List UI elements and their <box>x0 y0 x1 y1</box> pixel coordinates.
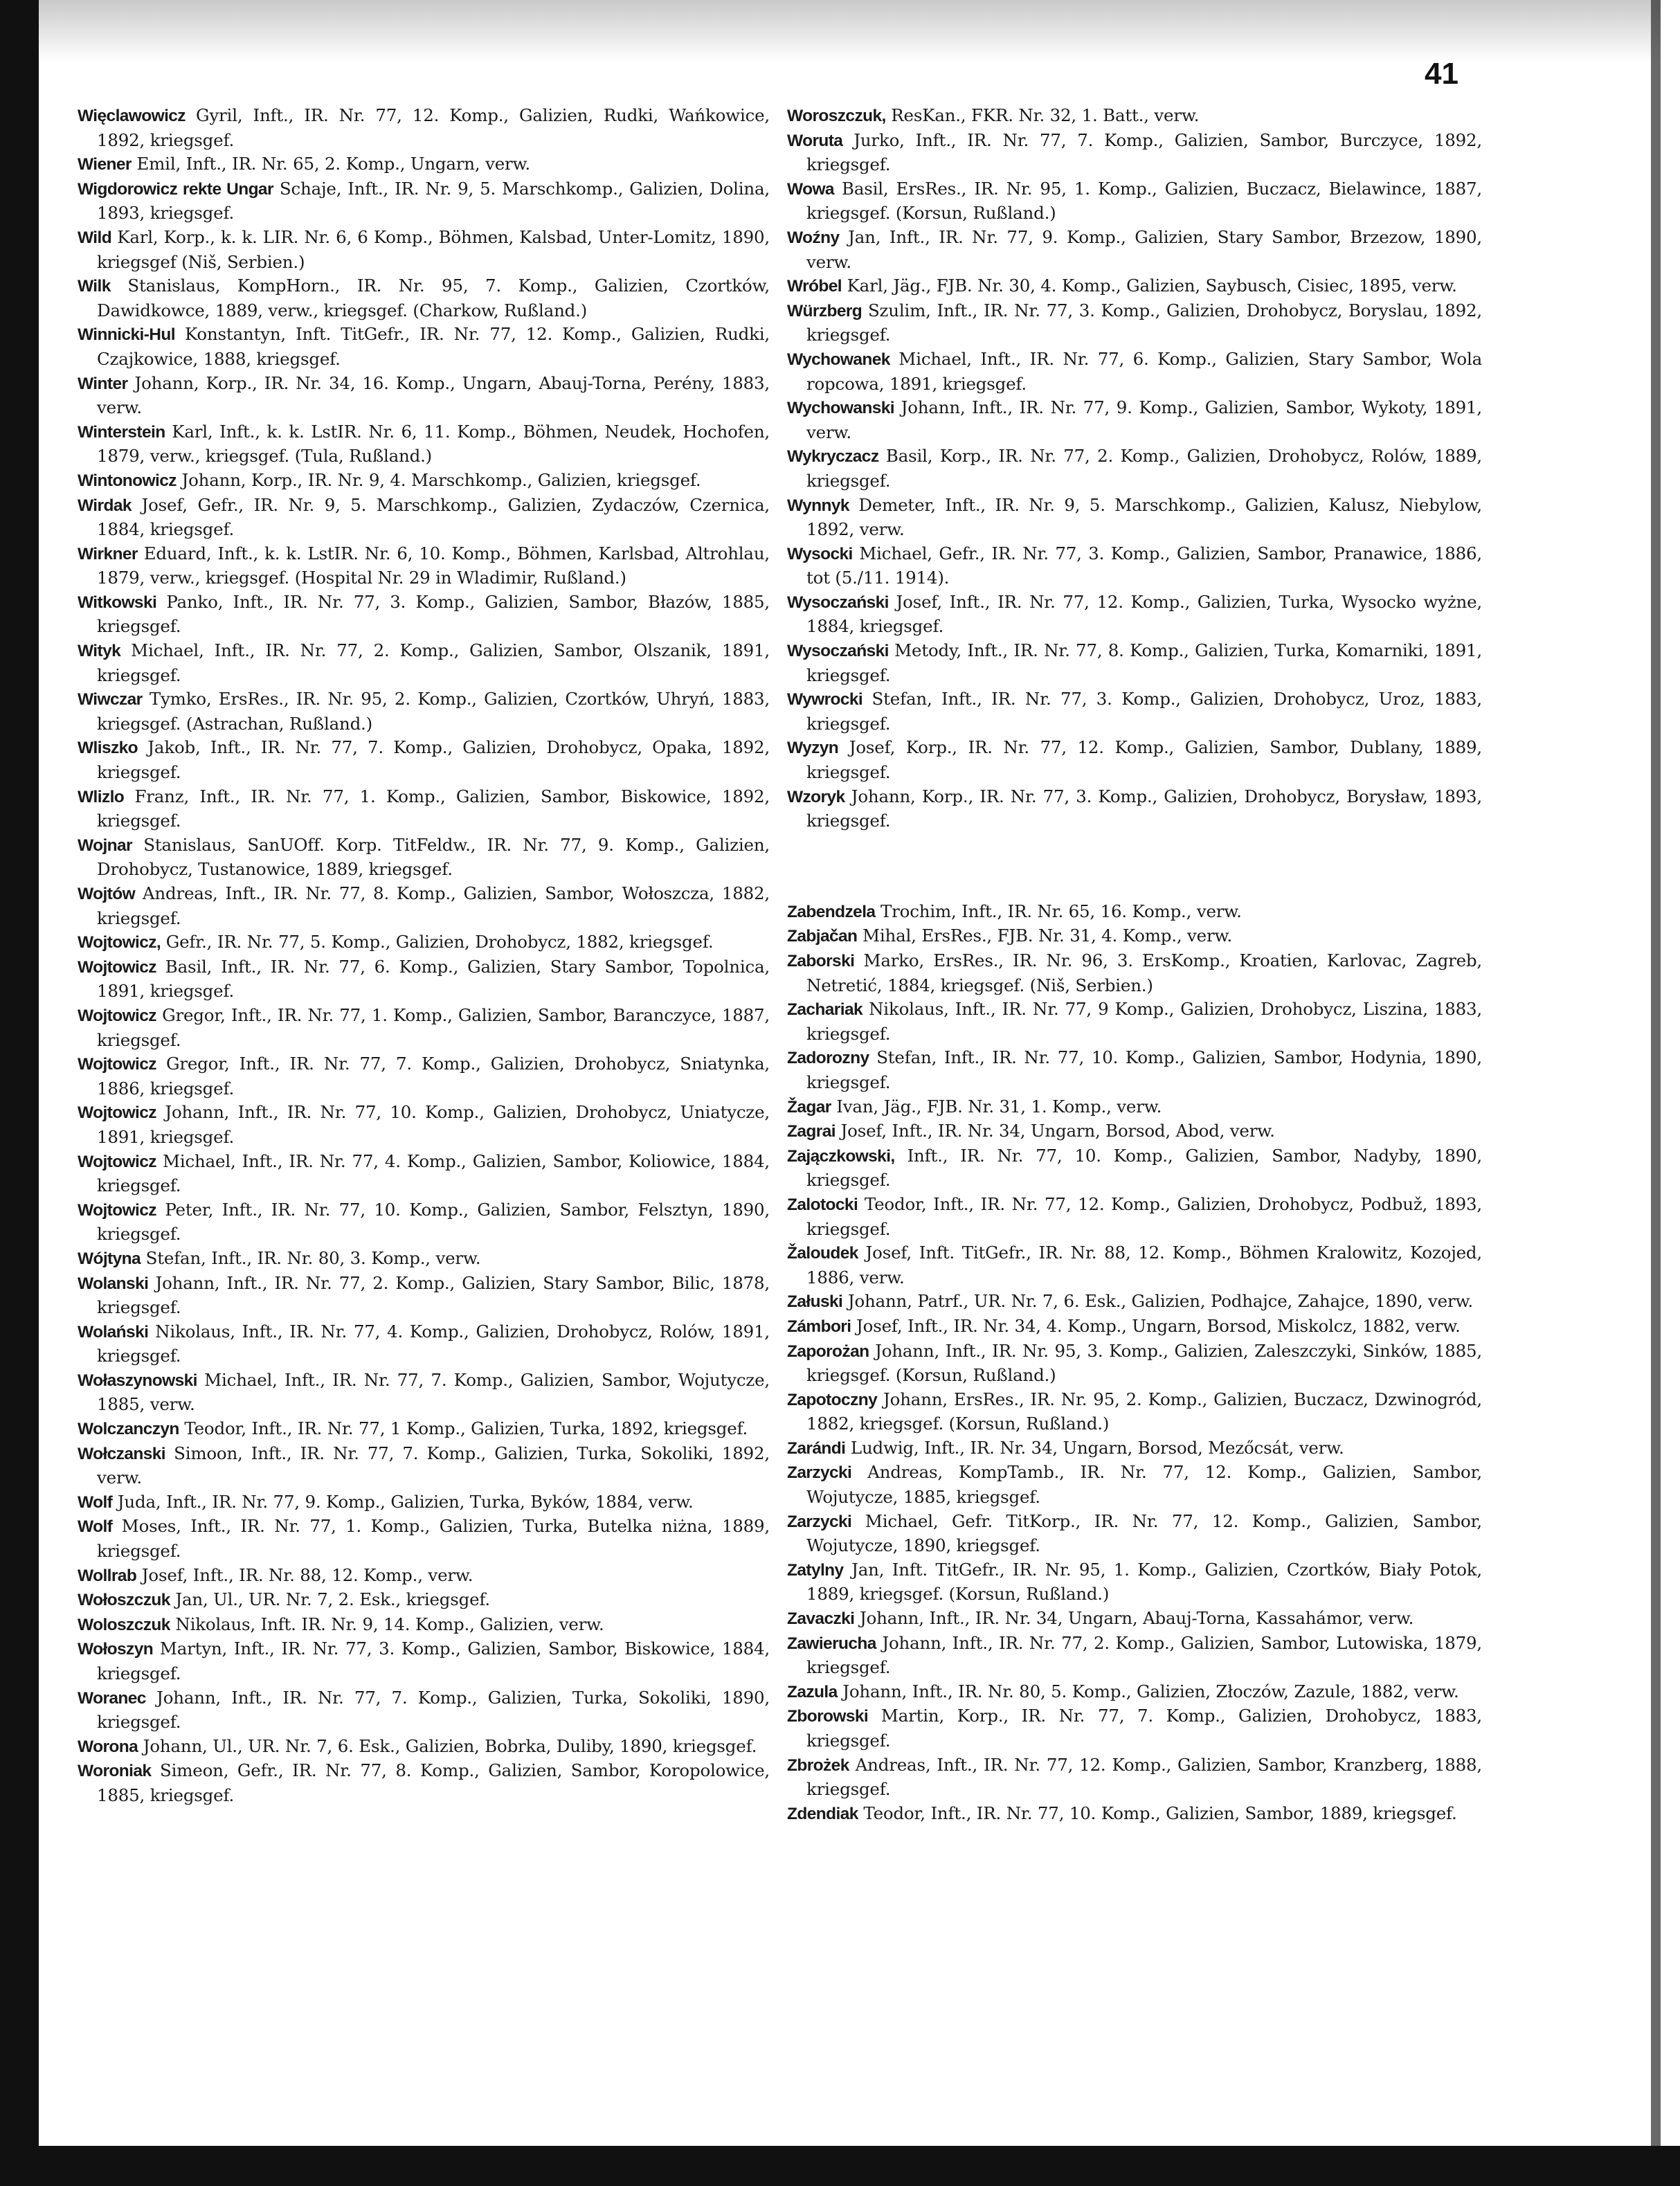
entry-details: Josef, Inft. TitGefr., IR. Nr. 88, 12. Komp., Böhmen Kralowitz, Kozojed, 1886, verw. <box>806 1243 1482 1288</box>
register-entry <box>787 1339 1482 1388</box>
section-gap <box>787 833 1482 900</box>
register-entry <box>787 444 1482 493</box>
register-entry <box>787 1144 1482 1193</box>
entry-details: Michael, Inft., IR. Nr. 77, 6. Komp., Galizien, Stary Sambor, Wola ropcowa, 1891, kriegsgef. <box>806 348 1482 394</box>
register-entry <box>78 494 770 542</box>
register-entry <box>78 639 770 687</box>
register-entry <box>787 639 1482 687</box>
entry-surname: Wolczanczyn <box>78 1420 179 1439</box>
register-entry <box>78 1588 770 1613</box>
entry-details: Stefan, Inft., IR. Nr. 77, 10. Komp., Galizien, Sambor, Hodynia, 1890, kriegsgef. <box>806 1047 1482 1092</box>
entry-details: Martin, Korp., IR. Nr. 77, 7. Komp., Galizien, Drohobycz, 1883, kriegsgef. <box>806 1706 1482 1751</box>
register-entry <box>78 226 770 274</box>
entry-details: Stefan, Inft., IR. Nr. 77, 3. Komp., Galizien, Drohobycz, Uroz, 1883, kriegsgef. <box>806 689 1482 734</box>
register-entry <box>787 299 1482 347</box>
entry-details: Jan, Inft. TitGefr., IR. Nr. 95, 1. Komp., Galizien, Czortków, Biały Potok, 1889, kriegsgef. (Korsun, Rußland.) <box>806 1559 1482 1605</box>
entry-details: Michael, Gefr. TitKorp., IR. Nr. 77, 12. Komp., Galizien, Sambor, Wojutycze, 1890, kriegsgef. <box>806 1510 1482 1556</box>
entry-surname: Wolanski <box>78 1274 149 1293</box>
register-entry <box>787 1753 1482 1802</box>
entry-details: ResKan., FKR. Nr. 32, 1. Batt., verw. <box>885 105 1200 125</box>
scan-shadow-top <box>39 0 1661 62</box>
entry-surname: Wojtowicz <box>78 1006 156 1025</box>
register-entry <box>787 1632 1482 1680</box>
entry-surname: Więclawowicz <box>78 107 186 125</box>
entry-surname: Wojtowicz <box>78 1103 156 1123</box>
entry-surname: Winterstein <box>78 422 165 442</box>
entry-details: Stanislaus, SanUOff. Korp. TitFeldw., IR. Nr. 77, 9. Komp., Galizien, Drohobycz, Tustanowice, 1889, kriegsgef. <box>97 834 770 880</box>
entry-details: Nikolaus, Inft., IR. Nr. 77, 4. Komp., Galizien, Drohobycz, Rolów, 1891, kriegsgef. <box>97 1321 770 1366</box>
register-entry <box>78 420 770 469</box>
entry-surname: Wołaszynowski <box>78 1371 197 1390</box>
entry-surname: Woruta <box>787 131 843 150</box>
entry-details: Karl, Inft., k. k. LstIR. Nr. 6, 11. Komp., Böhmen, Neudek, Hochofen, 1879, verw., kriegsgef. (Tula, Rußland.) <box>97 421 770 467</box>
register-entry <box>78 1759 770 1807</box>
entry-surname: Woźny <box>787 228 840 247</box>
entry-surname: Woranec <box>78 1688 146 1708</box>
entry-details: Trochim, Inft., IR. Nr. 65, 16. Komp., verw. <box>875 901 1242 921</box>
register-entry <box>78 833 770 882</box>
register-entry <box>787 1095 1482 1120</box>
register-entry <box>787 1046 1482 1094</box>
entry-details: Andreas, Inft., IR. Nr. 77, 12. Komp., Galizien, Sambor, Kranzberg, 1888, kriegsgef. <box>806 1754 1482 1800</box>
register-entry <box>78 1613 770 1638</box>
entry-surname: Wojtowicz <box>78 1152 156 1171</box>
register-entry <box>787 1241 1482 1290</box>
entry-details: Johann, Ul., UR. Nr. 7, 6. Esk., Galizien, Bobrka, Duliby, 1890, kriegsgef. <box>138 1735 757 1756</box>
register-entry <box>78 152 770 177</box>
register-entry <box>78 1004 770 1052</box>
entry-surname: Zadorozny <box>787 1049 869 1068</box>
entry-surname: Wołoszczuk <box>78 1591 170 1610</box>
entry-details: Johann, Inft., IR. Nr. 80, 5. Komp., Galizien, Złoczów, Zazule, 1882, verw. <box>837 1681 1459 1701</box>
entry-surname: Wlizlo <box>78 787 125 806</box>
scan-border-left <box>0 0 39 2186</box>
entry-details: Michael, Inft., IR. Nr. 77, 2. Komp., Galizien, Sambor, Olszanik, 1891, kriegsgef. <box>97 640 770 685</box>
register-entry <box>787 1436 1482 1461</box>
entry-surname: Wolański <box>78 1322 149 1342</box>
entry-details: Jakob, Inft., IR. Nr. 77, 7. Komp., Galizien, Drohobycz, Opaka, 1892, kriegsgef. <box>97 737 770 783</box>
entry-surname: Wigdorowicz rekte Ungar <box>78 179 273 199</box>
register-entry <box>78 177 770 226</box>
entry-surname: Witkowski <box>78 593 157 612</box>
entry-details: Josef, Inft., IR. Nr. 88, 12. Komp., verw. <box>136 1564 473 1585</box>
register-entry <box>78 372 770 420</box>
entry-details: Karl, Korp., k. k. LIR. Nr. 6, 6 Komp., Böhmen, Kalsbad, Unter-Lomitz, 1890, kriegsgef (Niš, Serbien.) <box>97 226 770 272</box>
entry-details: Tymko, ErsRes., IR. Nr. 95, 2. Komp., Galizien, Czortków, Uhryń, 1883, kriegsgef. (Astrachan, Rußland.) <box>97 689 770 734</box>
register-entry <box>78 469 770 494</box>
register-entry <box>78 1490 770 1515</box>
register-entry <box>787 736 1482 784</box>
register-entry <box>78 736 770 784</box>
entry-details: Emil, Inft., IR. Nr. 65, 2. Komp., Ungarn, verw. <box>131 154 530 174</box>
register-entry <box>787 1290 1482 1315</box>
entry-surname: Wojtów <box>78 885 136 903</box>
entry-surname: Wojtowicz <box>78 957 156 977</box>
entry-details: Johann, Patrf., UR. Nr. 7, 6. Esk., Galizien, Podhajce, Zahajce, 1890, verw. <box>842 1291 1473 1312</box>
entry-surname: Wójtyna <box>78 1249 141 1268</box>
entry-surname: Winter <box>78 374 128 393</box>
entry-details: Teodor, Inft., IR. Nr. 77, 1 Komp., Galizien, Turka, 1892, kriegsgef. <box>179 1418 748 1439</box>
register-entry <box>787 1704 1482 1753</box>
entry-details: Jurko, Inft., IR. Nr. 77, 7. Komp., Galizien, Sambor, Burczyce, 1892, kriegsgef. <box>806 129 1482 175</box>
entry-details: Ludwig, Inft., IR. Nr. 34, Ungarn, Borsod, Mezőcsát, verw. <box>845 1437 1344 1458</box>
register-entry <box>787 177 1482 226</box>
register-entry <box>78 1637 770 1686</box>
entry-surname: Zarzycki <box>787 1463 852 1483</box>
register-entry <box>78 882 770 930</box>
entry-details: Schaje, Inft., IR. Nr. 9, 5. Marschkomp., Galizien, Dolina, 1893, kriegsgef. <box>97 178 770 224</box>
entry-surname: Zdendiak <box>787 1804 858 1823</box>
entry-surname: Žagar <box>787 1097 831 1117</box>
entry-surname: Wirdak <box>78 496 132 515</box>
entry-surname: Wysoczański <box>787 593 889 612</box>
entry-details: Inft., IR. Nr. 77, 10. Komp., Galizien, Sambor, Nadyby, 1890, kriegsgef. <box>806 1145 1482 1191</box>
register-entry <box>787 494 1482 542</box>
entry-surname: Wywrocki <box>787 690 863 710</box>
register-entry <box>78 1735 770 1760</box>
entry-details: Josef, Gefr., IR. Nr. 9, 5. Marschkomp., Galizien, Zydaczów, Czernica, 1884, kriegsgef. <box>97 494 770 540</box>
register-entry <box>787 542 1482 590</box>
register-entry <box>787 687 1482 736</box>
entry-details: Nikolaus, Inft., IR. Nr. 77, 9 Komp., Galizien, Drohobycz, Liszina, 1883, kriegsgef. <box>806 999 1482 1044</box>
register-entry <box>78 274 770 323</box>
entry-surname: Wilk <box>78 277 111 296</box>
entry-surname: Žaloudek <box>787 1244 858 1263</box>
register-entry <box>787 1680 1482 1705</box>
entry-surname: Zajączkowski, <box>787 1146 895 1166</box>
entry-surname: Woroniak <box>78 1762 152 1781</box>
scan-border-bottom <box>0 2146 1680 2186</box>
left-column <box>78 104 770 1808</box>
register-entry <box>787 1119 1482 1144</box>
entry-details: Gyril, Inft., IR. Nr. 77, 12. Komp., Galizien, Rudki, Wańkowice, 1892, kriegsgef. <box>97 105 770 150</box>
entry-details: Johann, Inft., IR. Nr. 34, Ungarn, Abauj-Torna, Kassahámor, verw. <box>854 1608 1414 1629</box>
entry-surname: Woroszczuk, <box>787 107 886 125</box>
register-entry <box>78 1150 770 1198</box>
entry-surname: Wliszko <box>78 739 138 758</box>
register-entry <box>78 1272 770 1320</box>
entry-details: Stanislaus, KompHorn., IR. Nr. 95, 7. Komp., Galizien, Czortków, Dawidkowce, 1889, verw., kriegsgef. (Charkow, Rußland.) <box>97 275 770 320</box>
register-entry <box>787 1388 1482 1436</box>
register-entry <box>787 396 1482 444</box>
register-entry <box>787 347 1482 396</box>
entry-details: Josef, Inft., IR. Nr. 34, Ungarn, Borsod, Abod, verw. <box>835 1121 1275 1141</box>
entry-details: Gregor, Inft., IR. Nr. 77, 1. Komp., Galizien, Sambor, Baranczyce, 1887, kriegsgef. <box>97 1004 770 1050</box>
register-entry <box>78 542 770 590</box>
entry-details: Panko, Inft., IR. Nr. 77, 3. Komp., Galizien, Sambor, Błazów, 1885, kriegsgef. <box>97 591 770 637</box>
register-entry <box>78 1198 770 1247</box>
entry-surname: Wychowanek <box>787 350 890 369</box>
entry-surname: Wołoszyn <box>78 1640 154 1659</box>
entry-details: Josef, Korp., IR. Nr. 77, 12. Komp., Galizien, Sambor, Dublany, 1889, kriegsgef. <box>806 737 1482 783</box>
entry-details: Juda, Inft., IR. Nr. 77, 9. Komp., Galizien, Turka, Byków, 1884, verw. <box>112 1491 694 1512</box>
register-entry <box>78 955 770 1004</box>
entry-details: Johann, Korp., IR. Nr. 9, 4. Marschkomp., Galizien, kriegsgef. <box>176 469 701 490</box>
entry-details: Jan, Ul., UR. Nr. 7, 2. Esk., kriegsgef. <box>170 1589 490 1610</box>
entry-surname: Wykryczacz <box>787 447 879 467</box>
entry-details: Eduard, Inft., k. k. LstIR. Nr. 6, 10. Komp., Böhmen, Karlsbad, Altrohlau, 1879, verw., kriegsgef. (Hospital Nr. 29 in Wladimir, Rußland.) <box>97 543 770 588</box>
entry-surname: Zborowski <box>787 1707 869 1726</box>
entry-surname: Winnicki-Hul <box>78 325 175 345</box>
entry-surname: Woloszczuk <box>78 1615 170 1634</box>
entry-surname: Wityk <box>78 642 121 661</box>
entry-surname: Zaborski <box>787 952 855 970</box>
entry-details: Gefr., IR. Nr. 77, 5. Komp., Galizien, Drohobycz, 1882, kriegsgef. <box>161 932 714 952</box>
entry-surname: Zatylny <box>787 1560 844 1580</box>
entry-details: Mihal, ErsRes., FJB. Nr. 31, 4. Komp., verw. <box>857 925 1232 946</box>
entry-surname: Wynnyk <box>787 496 849 515</box>
register-entry <box>787 1315 1482 1339</box>
entry-details: Johann, Inft., IR. Nr. 77, 2. Komp., Galizien, Sambor, Lutowiska, 1879, kriegsgef. <box>806 1632 1482 1678</box>
register-entry <box>787 1558 1482 1607</box>
entry-surname: Wollrab <box>78 1566 137 1585</box>
register-entry <box>78 1368 770 1417</box>
entry-details: Johann, Inft., IR. Nr. 77, 2. Komp., Galizien, Stary Sambor, Bilic, 1878, kriegsgef. <box>97 1272 770 1318</box>
register-entry <box>787 1510 1482 1558</box>
entry-surname: Wysoczański <box>787 642 889 661</box>
entry-details: Johann, Inft., IR. Nr. 77, 7. Komp., Galizien, Turka, Sokoliki, 1890, kriegsgef. <box>97 1687 770 1733</box>
register-entry <box>787 900 1482 925</box>
entry-surname: Wyzyn <box>787 739 839 758</box>
entry-surname: Załuski <box>787 1292 843 1312</box>
entry-surname: Wintonowicz <box>78 471 177 490</box>
register-entry <box>78 687 770 736</box>
entry-details: Marko, ErsRes., IR. Nr. 96, 3. ErsKomp., Kroatien, Karlovac, Zagreb, Netretić, 1884, kriegsgef. (Niš, Serbien.) <box>806 950 1482 995</box>
entry-details: Basil, Inft., IR. Nr. 77, 6. Komp., Galizien, Stary Sambor, Topolnica, 1891, kriegsgef. <box>97 956 770 1002</box>
entry-surname: Wowa <box>787 179 834 199</box>
register-entry <box>78 1686 770 1735</box>
entry-details: Nikolaus, Inft. IR. Nr. 9, 14. Komp., Galizien, verw. <box>170 1614 604 1634</box>
entry-details: Konstantyn, Inft. TitGefr., IR. Nr. 77, 12. Komp., Galizien, Rudki, Czajkowice, 1888, kriegsgef. <box>97 324 770 369</box>
register-entry <box>78 323 770 371</box>
entry-details: Johann, Korp., IR. Nr. 77, 3. Komp., Galizien, Drohobycz, Borysław, 1893, kriegsgef. <box>806 786 1482 831</box>
entry-details: Michael, Gefr., IR. Nr. 77, 3. Komp., Galizien, Sambor, Pranawice, 1886, tot (5./11. 1914). <box>806 543 1482 588</box>
entry-surname: Zachariak <box>787 1000 863 1020</box>
entry-surname: Wojtowicz <box>78 1200 156 1220</box>
register-entry <box>787 590 1482 639</box>
entry-details: Johann, ErsRes., IR. Nr. 95, 2. Komp., Galizien, Buczacz, Dzwinogród, 1882, kriegsgef. (Korsun, Rußland.) <box>806 1389 1482 1434</box>
entry-details: Szulim, Inft., IR. Nr. 77, 3. Komp., Galizien, Drohobycz, Boryslau, 1892, kriegsgef. <box>806 300 1482 345</box>
entry-details: Johann, Inft., IR. Nr. 95, 3. Komp., Galizien, Zaleszczyki, Sinków, 1885, kriegsgef. (Korsun, Rußland.) <box>806 1340 1482 1386</box>
entry-surname: Zbrożek <box>787 1755 849 1775</box>
register-entry <box>78 1442 770 1490</box>
entry-details: Moses, Inft., IR. Nr. 77, 1. Komp., Galizien, Turka, Butelka niżna, 1889, kriegsgef. <box>97 1516 770 1562</box>
entry-surname: Wzoryk <box>787 787 845 806</box>
entry-surname: Zapotoczny <box>787 1390 878 1409</box>
register-entry <box>78 1564 770 1589</box>
entry-details: Simeon, Gefr., IR. Nr. 77, 8. Komp., Galizien, Sambor, Koropolowice, 1885, kriegsgef. <box>97 1760 770 1805</box>
entry-details: Simoon, Inft., IR. Nr. 77, 7. Komp., Galizien, Turka, Sokoliki, 1892, verw. <box>97 1443 770 1488</box>
right-column <box>787 104 1482 1826</box>
entry-surname: Wolf <box>78 1517 113 1537</box>
entry-surname: Zarándi <box>787 1438 846 1458</box>
entry-surname: Wołczanski <box>78 1444 165 1463</box>
register-entry <box>787 274 1482 299</box>
entry-surname: Zabjačan <box>787 927 858 946</box>
entry-details: Ivan, Jäg., FJB. Nr. 31, 1. Komp., verw. <box>831 1096 1162 1117</box>
entry-surname: Zabendzela <box>787 902 876 921</box>
entry-details: Jan, Inft., IR. Nr. 77, 9. Komp., Galizien, Stary Sambor, Brzezow, 1890, verw. <box>806 226 1482 272</box>
entry-details: Michael, Inft., IR. Nr. 77, 7. Komp., Galizien, Sambor, Wojutycze, 1885, verw. <box>97 1369 770 1415</box>
register-entry <box>787 1193 1482 1241</box>
entry-surname: Zazula <box>787 1682 838 1701</box>
entry-details: Demeter, Inft., IR. Nr. 9, 5. Marschkomp., Galizien, Kalusz, Niebylow, 1892, verw. <box>806 494 1482 540</box>
register-entry <box>787 924 1482 949</box>
entry-details: Andreas, Inft., IR. Nr. 77, 8. Komp., Galizien, Sambor, Wołoszcza, 1882, kriegsgef. <box>97 883 770 928</box>
entry-details: Metody, Inft., IR. Nr. 77, 8. Komp., Galizien, Turka, Komarniki, 1891, kriegsgef. <box>806 640 1482 685</box>
entry-details: Andreas, KompTamb., IR. Nr. 77, 12. Komp., Galizien, Sambor, Wojutycze, 1885, kriegsgef. <box>806 1462 1482 1508</box>
entry-details: Franz, Inft., IR. Nr. 77, 1. Komp., Galizien, Sambor, Biskowice, 1892, kriegsgef. <box>97 786 770 831</box>
entry-details: Basil, Korp., IR. Nr. 77, 2. Komp., Galizien, Drohobycz, Rolów, 1889, kriegsgef. <box>806 446 1482 491</box>
entry-details: Gregor, Inft., IR. Nr. 77, 7. Komp., Galizien, Drohobycz, Sniatynka, 1886, kriegsgef. <box>97 1054 770 1099</box>
entry-surname: Zagrai <box>787 1122 836 1141</box>
page-number: 41 <box>1425 57 1458 91</box>
register-entry <box>78 785 770 833</box>
register-entry <box>78 1247 770 1272</box>
entry-details: Michael, Inft., IR. Nr. 77, 4. Komp., Galizien, Sambor, Koliowice, 1884, kriegsgef. <box>97 1150 770 1196</box>
scan-border-right <box>1651 0 1661 2186</box>
entry-surname: Wild <box>78 228 112 247</box>
register-entry <box>787 1607 1482 1632</box>
register-entry <box>78 590 770 639</box>
register-entry <box>787 949 1482 997</box>
right-column-z-entries <box>787 900 1482 1827</box>
entry-surname: Wiener <box>78 155 132 174</box>
entry-details: Johann, Inft., IR. Nr. 77, 10. Komp., Galizien, Drohobycz, Uniatycze, 1891, kriegsgef. <box>97 1102 770 1147</box>
register-entry <box>787 1802 1482 1827</box>
entry-surname: Wirkner <box>78 544 138 563</box>
register-entry <box>787 129 1482 177</box>
entry-surname: Zarzycki <box>787 1512 852 1531</box>
entry-surname: Würzberg <box>787 301 862 320</box>
entry-details: Martyn, Inft., IR. Nr. 77, 3. Komp., Galizien, Sambor, Biskowice, 1884, kriegsgef. <box>97 1638 770 1683</box>
entry-surname: Wysocki <box>787 544 853 563</box>
entry-surname: Zawierucha <box>787 1634 876 1653</box>
register-entry <box>787 785 1482 833</box>
entry-details: Stefan, Inft., IR. Nr. 80, 3. Komp., verw. <box>141 1247 481 1268</box>
entry-surname: Wychowanski <box>787 399 894 418</box>
register-entry <box>78 104 770 152</box>
entry-surname: Wojtowicz <box>78 1055 156 1074</box>
entry-surname: Zaporożan <box>787 1342 869 1361</box>
right-column-w-entries <box>787 104 1482 833</box>
entry-details: Karl, Jäg., FJB. Nr. 30, 4. Komp., Galizien, Saybusch, Cisiec, 1895, verw. <box>841 275 1457 296</box>
entry-details: Basil, ErsRes., IR. Nr. 95, 1. Komp., Galizien, Buczacz, Bielawince, 1887, kriegsgef. (Korsun, Rußland.) <box>806 178 1482 224</box>
register-entry <box>787 104 1482 129</box>
register-entry <box>787 1461 1482 1509</box>
entry-surname: Zavaczki <box>787 1609 855 1629</box>
register-entry <box>787 997 1482 1046</box>
entry-details: Teodor, Inft., IR. Nr. 77, 10. Komp., Galizien, Sambor, 1889, kriegsgef. <box>858 1803 1457 1823</box>
entry-surname: Wojnar <box>78 835 132 855</box>
register-entry <box>787 226 1482 274</box>
register-entry <box>78 1320 770 1368</box>
entry-details: Johann, Inft., IR. Nr. 77, 9. Komp., Galizien, Sambor, Wykoty, 1891, verw. <box>806 397 1482 442</box>
entry-details: Johann, Korp., IR. Nr. 34, 16. Komp., Ungarn, Abauj-Torna, Perény, 1883, verw. <box>97 372 770 418</box>
entry-details: Josef, Inft., IR. Nr. 34, 4. Komp., Ungarn, Borsod, Miskolcz, 1882, verw. <box>851 1315 1461 1336</box>
entry-surname: Wróbel <box>787 277 842 296</box>
entry-surname: Wiwczar <box>78 690 143 710</box>
entry-details: Josef, Inft., IR. Nr. 77, 12. Komp., Galizien, Turka, Wysocko wyżne, 1884, kriegsgef. <box>806 591 1482 637</box>
entry-details: Peter, Inft., IR. Nr. 77, 10. Komp., Galizien, Sambor, Felsztyn, 1890, kriegsgef. <box>97 1199 770 1245</box>
register-entry <box>78 1417 770 1442</box>
entry-surname: Zalotocki <box>787 1195 858 1214</box>
entry-surname: Wojtowicz, <box>78 933 161 952</box>
register-entry <box>78 1052 770 1101</box>
entry-details: Teodor, Inft., IR. Nr. 77, 12. Komp., Galizien, Drohobycz, Podbuž, 1893, kriegsgef. <box>806 1193 1482 1239</box>
entry-surname: Worona <box>78 1737 138 1756</box>
entry-surname: Zámbori <box>787 1317 851 1336</box>
entry-surname: Wolf <box>78 1492 113 1512</box>
register-entry <box>78 1101 770 1149</box>
register-entry <box>78 930 770 955</box>
register-entry <box>78 1515 770 1563</box>
